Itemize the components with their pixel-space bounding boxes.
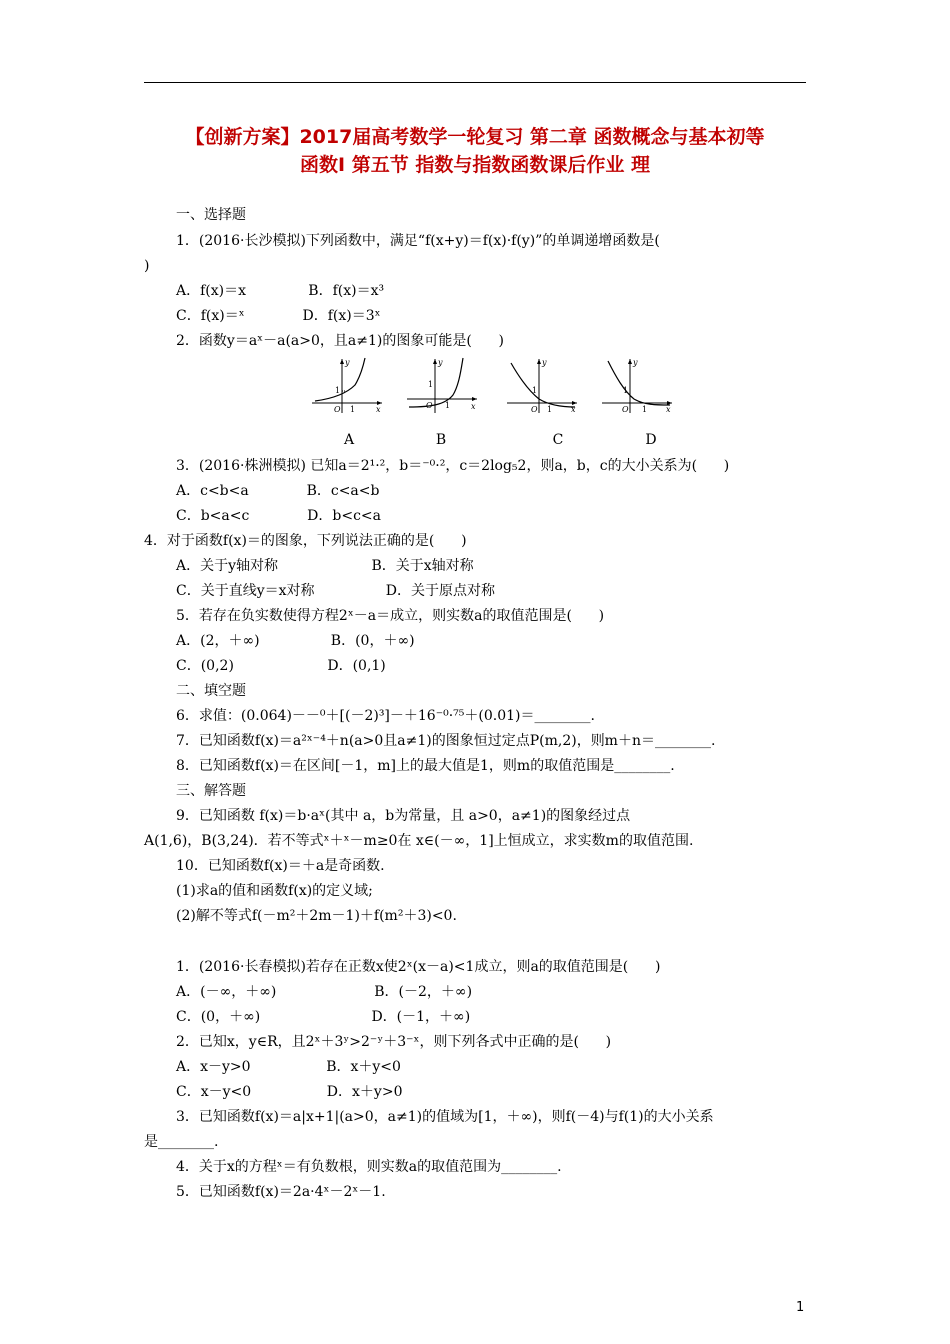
graph-c-x-label: x — [571, 405, 576, 414]
text-line: C．f(x)＝ˣ D．f(x)＝3ˣ — [176, 308, 381, 324]
graph-c-origin: O — [531, 405, 538, 414]
text-line: C．关于直线y＝x对称 D．关于原点对称 — [176, 583, 495, 599]
text-line: 4．对于函数f(x)＝的图象，下列说法正确的是( ) — [144, 533, 467, 549]
text-line: 二、填空题 — [176, 683, 246, 699]
text-line: A(1,6)，B(3,24)．若不等式ˣ＋ˣ－m≥0在 x∈(－∞，1]上恒成立，求实数m的取值范围. — [144, 833, 694, 849]
text-line: (2)解不等式f(－m²＋2m－1)＋f(m²＋3)<0. — [176, 908, 457, 924]
graph-b-label: B — [435, 432, 447, 448]
graph-c-y-label: y — [542, 358, 547, 367]
text-line: A．关于y轴对称 B．关于x轴对称 — [176, 558, 474, 574]
graph-a-one-x: 1 — [350, 405, 356, 414]
header-rule — [144, 82, 806, 83]
graph-b-origin: O — [426, 401, 433, 410]
text-line: 5．若存在负实数使得方程2ˣ－a＝成立，则实数a的取值范围是( ) — [176, 608, 605, 624]
graph-b — [405, 355, 480, 415]
graph-b-one-x: 1 — [445, 401, 451, 410]
graph-a-one-y: 1 — [335, 386, 341, 395]
text-line: 4．关于x的方程ˣ＝有负数根，则实数a的取值范围为________. — [176, 1159, 562, 1175]
graph-d-one-x: 1 — [642, 405, 648, 414]
text-line: 三、解答题 — [176, 783, 246, 799]
text-line: C．(0,2) D．(0,1) — [176, 658, 386, 674]
text-line: 10．已知函数f(x)＝＋a是奇函数. — [176, 858, 385, 874]
graph-d-x-label: x — [666, 405, 671, 414]
doc-title-line-1: 【创新方案】2017届高考数学一轮复习 第二章 函数概念与基本初等 — [185, 126, 765, 148]
text-line: A．c<b<a B．c<a<b — [176, 483, 380, 499]
graph-d-y-label: y — [633, 358, 638, 367]
text-line: 7．已知函数f(x)＝a²ˣ⁻⁴＋n(a>0且a≠1)的图象恒过定点P(m,2)，则m＋n＝________. — [176, 733, 716, 749]
graph-c-label: C — [552, 432, 564, 448]
text-line: (1)求a的值和函数f(x)的定义域; — [176, 883, 373, 899]
graph-d-origin: O — [622, 405, 629, 414]
graph-c-one-y: 1 — [532, 386, 538, 395]
text-line: 是________. — [144, 1134, 219, 1150]
graph-a-y-label: y — [345, 358, 350, 367]
graph-d — [600, 355, 675, 415]
graph-c-one-x: 1 — [547, 405, 553, 414]
text-line: A．f(x)＝x B．f(x)＝x³ — [176, 283, 385, 299]
text-line: 6．求值：(0.064)－－⁰＋[(－2)³]－＋16⁻⁰·⁷⁵＋(0.01)＝________. — [176, 708, 595, 724]
text-line: ) — [144, 258, 150, 274]
text-line: 3．已知函数f(x)＝a|x+1|(a>0，a≠1)的值域为[1，＋∞)，则f(－4)与f(1)的大小关系 — [176, 1109, 714, 1125]
page-number: 1 — [796, 1300, 805, 1315]
text-line: 8．已知函数f(x)＝在区间[－1，m]上的最大值是1，则m的取值范围是________. — [176, 758, 675, 774]
text-line: A．(－∞，＋∞) B．(－2，＋∞) — [176, 984, 473, 1000]
text-line: 一、选择题 — [176, 207, 246, 223]
graph-b-x-label: x — [471, 402, 476, 411]
graph-c — [505, 355, 580, 415]
text-line: C．b<a<c D．b<c<a — [176, 508, 382, 524]
text-line: 2．函数y＝aˣ－a(a>0，且a≠1)的图象可能是( ) — [176, 333, 504, 349]
text-line: A．x－y>0 B．x＋y<0 — [176, 1059, 401, 1075]
graph-a-label: A — [343, 432, 355, 448]
text-line: C．x－y<0 D．x＋y>0 — [176, 1084, 403, 1100]
graph-b-one-y: 1 — [428, 380, 434, 389]
text-line: 5．已知函数f(x)＝2a·4ˣ－2ˣ－1. — [176, 1184, 386, 1200]
text-line: C．(0，＋∞) D．(－1，＋∞) — [176, 1009, 471, 1025]
graph-a-x-label: x — [376, 405, 381, 414]
text-line: 2．已知x，y∈R，且2ˣ＋3ʸ>2⁻ʸ＋3⁻ˣ，则下列各式中正确的是( ) — [176, 1034, 612, 1050]
graph-a-origin: O — [334, 405, 341, 414]
graph-d-one-y: 1 — [623, 386, 629, 395]
text-line: 1．(2016·长春模拟)若存在正数x使2ˣ(x－a)<1成立，则a的取值范围是( ) — [176, 959, 661, 975]
text-line: 1．(2016·长沙模拟)下列函数中，满足“f(x+y)＝f(x)·f(y)”的单调递增函数是( — [176, 233, 660, 249]
doc-title-line-2: 函数Ⅰ 第五节 指数与指数函数课后作业 理 — [300, 154, 650, 176]
graph-d-label: D — [645, 432, 657, 448]
text-line: A．(2，＋∞) B．(0，＋∞) — [176, 633, 415, 649]
graph-b-y-label: y — [438, 358, 443, 367]
text-line: 9．已知函数 f(x)＝b·aˣ(其中 a，b为常量，且 a>0，a≠1)的图象经过点 — [176, 808, 631, 824]
graph-a — [310, 355, 385, 415]
text-line: 3．(2016·株洲模拟) 已知a＝2¹·²，b＝⁻⁰·²，c＝2log₅2，则a，b，c的大小关系为( ) — [176, 458, 730, 474]
